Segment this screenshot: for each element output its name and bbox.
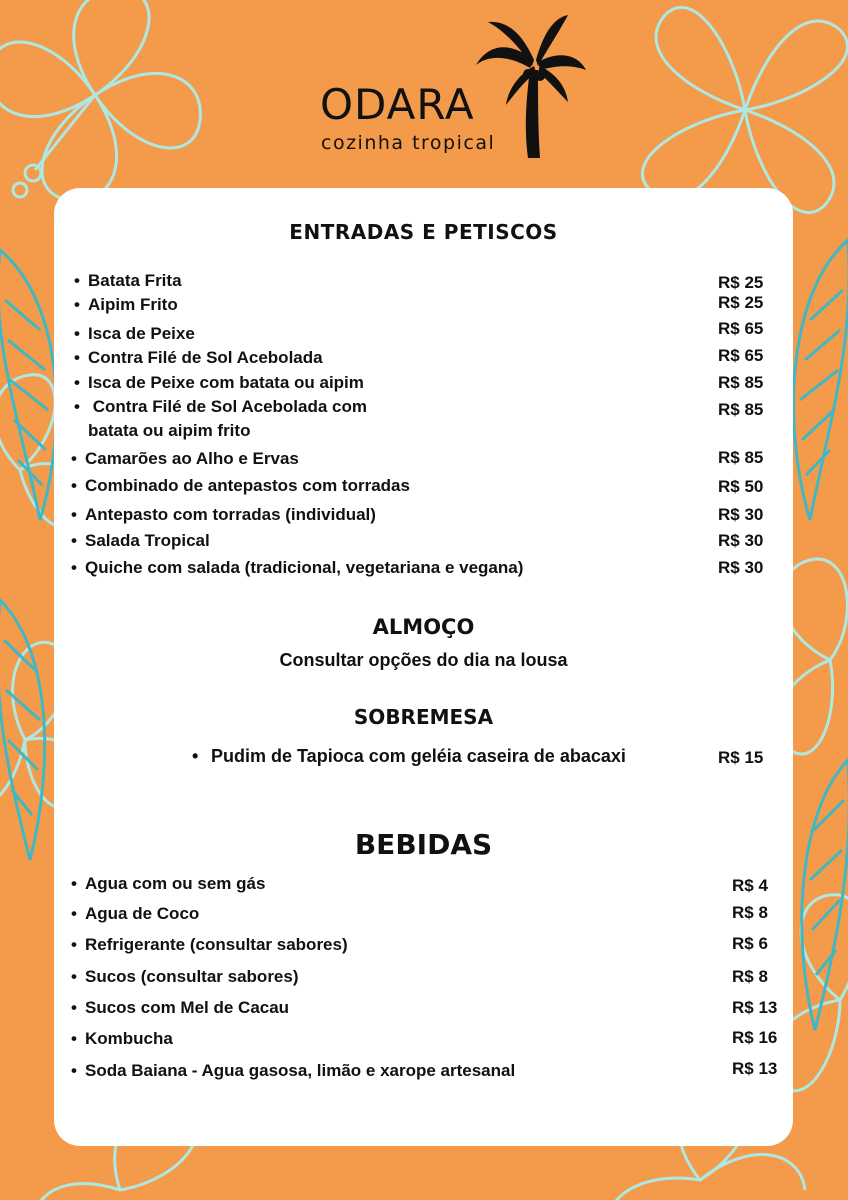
plumeria-flower-icon (642, 7, 847, 212)
list-item: • Quiche com salada (tradicional, vegetariana e vegana) (71, 556, 523, 580)
section-title-bebidas: BEBIDAS (354, 828, 493, 861)
price: R$ 85 (718, 373, 764, 392)
section-title-sobremesa: SOBREMESA (353, 705, 494, 729)
price: R$ 30 (718, 531, 764, 550)
price: R$ 13 (732, 998, 778, 1017)
price: R$ 65 (718, 319, 764, 338)
list-item: • Camarões ao Alho e Ervas (71, 447, 299, 471)
list-item: • Sucos (consultar sabores) (71, 965, 299, 989)
price: R$ 30 (718, 558, 764, 577)
menu-card (54, 188, 793, 1146)
list-item: • Aipim Frito (74, 293, 178, 317)
list-item: • Kombucha (71, 1027, 173, 1051)
price: R$ 85 (718, 448, 764, 467)
brand-logo (318, 10, 588, 170)
price: R$ 8 (732, 967, 768, 986)
list-item: • Agua de Coco (71, 902, 199, 926)
item-name: Contra Filé de Sol Acebolada com (92, 397, 367, 416)
list-item (74, 395, 414, 443)
brand-name: ODARA (320, 80, 475, 129)
almoco-note: Consultar opções do dia na lousa (279, 650, 568, 670)
price: R$ 50 (718, 477, 764, 496)
brand-tagline: cozinha tropical (321, 132, 496, 154)
list-item: • Sucos com Mel de Cacau (71, 996, 289, 1020)
section-title-entradas: ENTRADAS E PETISCOS (289, 220, 558, 244)
price: R$ 65 (718, 346, 764, 365)
list-item: • Contra Filé de Sol Acebolada (74, 346, 323, 370)
list-item: • Soda Baiana - Agua gasosa, limão e xarope artesanal (71, 1059, 515, 1083)
price: R$ 25 (718, 273, 764, 292)
list-item: • Combinado de antepastos com torradas (71, 474, 410, 498)
list-item: • Refrigerante (consultar sabores) (71, 933, 348, 957)
price: R$ 8 (732, 903, 768, 922)
price: R$ 15 (718, 748, 764, 767)
price: R$ 25 (718, 293, 764, 312)
price: R$ 85 (718, 400, 764, 419)
list-item: • Isca de Peixe com batata ou aipim (74, 371, 364, 395)
list-item: • Salada Tropical (71, 529, 210, 553)
price: R$ 6 (732, 934, 768, 953)
list-item: • Batata Frita (74, 269, 182, 293)
list-item: • Isca de Peixe (74, 322, 195, 346)
price: R$ 13 (732, 1059, 778, 1078)
dessert-item: • Pudim de Tapioca com geléia caseira de abacaxi (192, 744, 626, 768)
item-name-continued: batata ou aipim frito (88, 421, 251, 440)
price: R$ 30 (718, 505, 764, 524)
list-item: • Agua com ou sem gás (71, 872, 265, 896)
price: R$ 4 (732, 876, 768, 895)
list-item: • Antepasto com torradas (individual) (71, 503, 376, 527)
section-title-almoco: ALMOÇO (372, 615, 475, 639)
palm-tree-icon (468, 10, 588, 162)
price: R$ 16 (732, 1028, 778, 1047)
hibiscus-flower-icon (0, 0, 200, 200)
